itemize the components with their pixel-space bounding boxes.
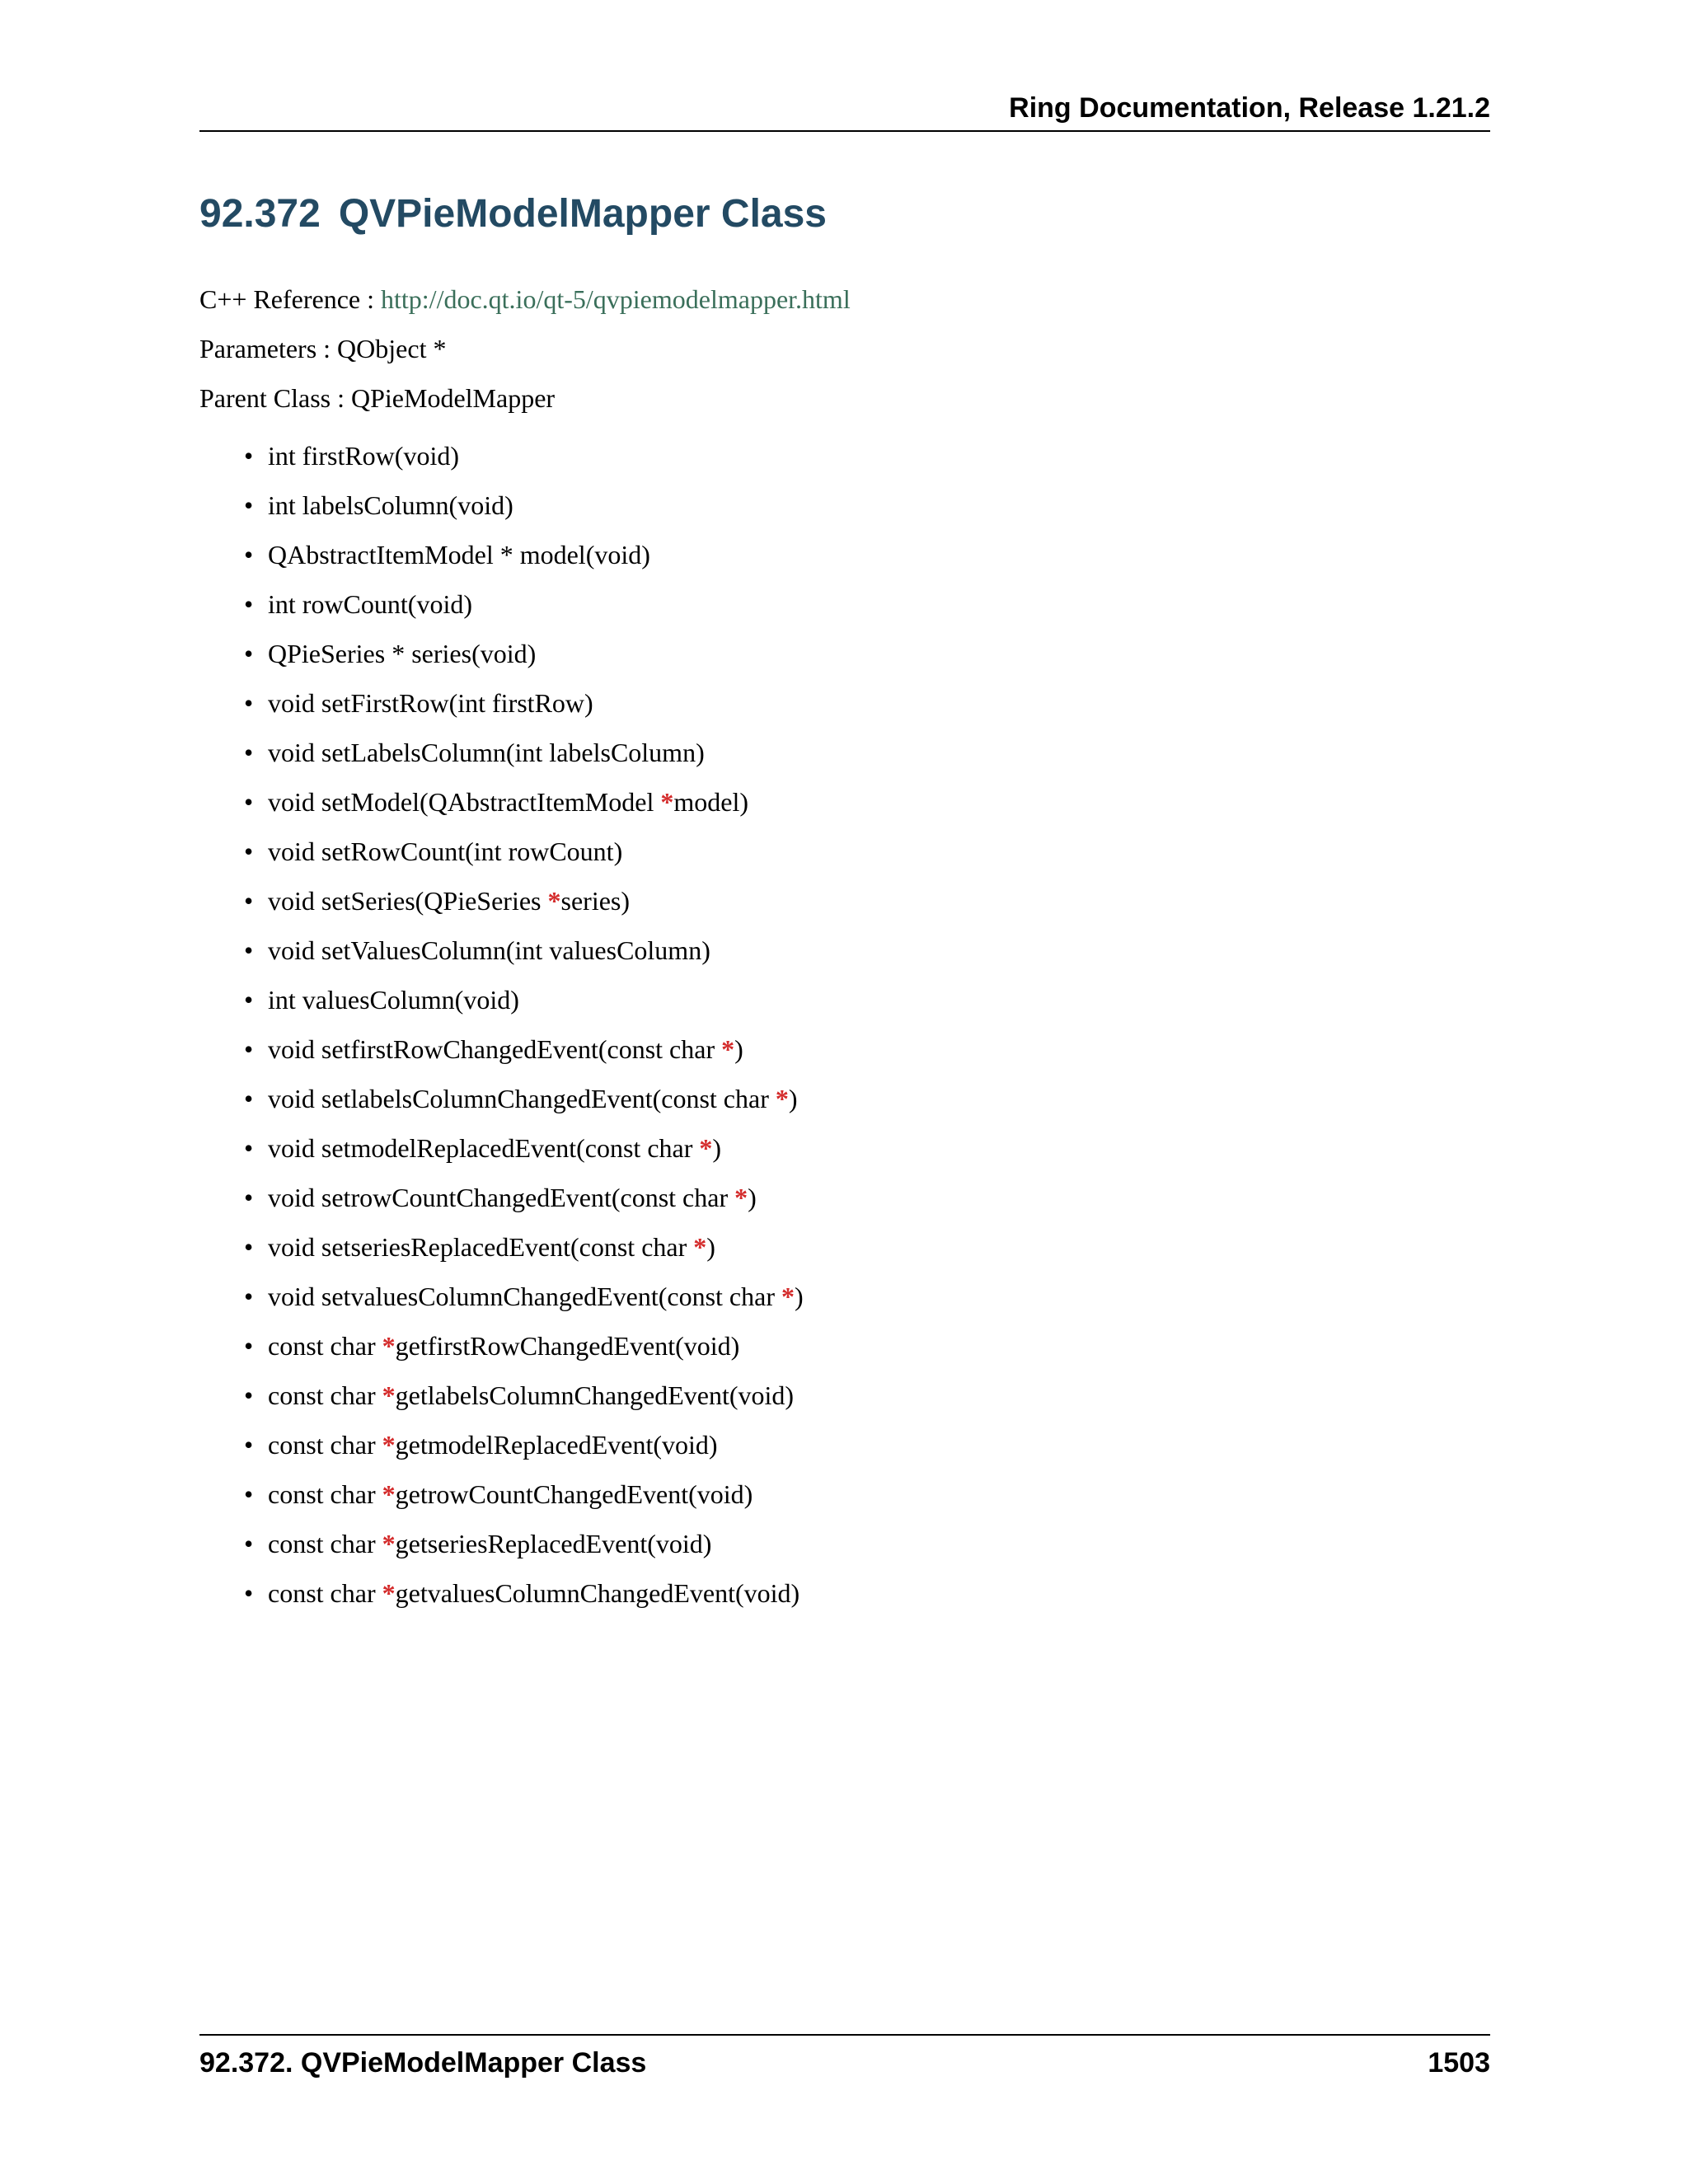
footer-section: 92.372. QVPieModelMapper Class [199, 2047, 647, 2079]
bullet-icon: • [244, 540, 254, 569]
bullet-icon: • [244, 441, 254, 471]
method-signature: QPieSeries * series(void) [268, 639, 537, 668]
bullet-icon: • [244, 1183, 254, 1212]
asterisk-mark: * [382, 1380, 396, 1410]
method-item [244, 1173, 804, 1222]
bullet-icon: • [244, 1331, 254, 1361]
method-item [244, 975, 804, 1024]
parameters-line [199, 334, 446, 364]
asterisk-mark: * [734, 1183, 748, 1212]
parent-class-label: Parent Class : [199, 383, 345, 413]
method-signature: const char *getmodelReplacedEvent(void) [268, 1430, 718, 1460]
page-header [199, 89, 1490, 132]
asterisk-mark: * [382, 1578, 396, 1608]
method-item [244, 1371, 804, 1420]
bullet-icon: • [244, 1578, 254, 1608]
method-item [244, 728, 804, 777]
bullet-icon: • [244, 1084, 254, 1113]
parameters-value: QObject * [337, 334, 447, 363]
method-item [244, 1123, 804, 1173]
parent-class-line [199, 383, 555, 414]
method-signature: void setrowCountChangedEvent(const char *) [268, 1183, 757, 1212]
method-item [244, 1469, 804, 1519]
method-signature: int labelsColumn(void) [268, 490, 513, 520]
method-signature: int valuesColumn(void) [268, 985, 519, 1015]
method-item [244, 530, 804, 579]
bullet-icon: • [244, 738, 254, 767]
bullet-icon: • [244, 1133, 254, 1163]
method-signature: void setlabelsColumnChangedEvent(const char *) [268, 1084, 798, 1113]
method-item [244, 827, 804, 876]
bullet-icon: • [244, 935, 254, 965]
method-signature: void setSeries(QPieSeries *series) [268, 886, 631, 916]
method-signature: void setvaluesColumnChangedEvent(const char *) [268, 1282, 804, 1311]
asterisk-mark: * [699, 1133, 713, 1163]
method-item [244, 1222, 804, 1272]
asterisk-mark: * [693, 1232, 707, 1262]
method-item [244, 431, 804, 480]
cpp-reference-link[interactable]: http://doc.qt.io/qt-5/qvpiemodelmapper.html [381, 284, 851, 314]
parameters-label: Parameters : [199, 334, 331, 363]
cpp-reference-line [199, 284, 851, 315]
method-signature: int rowCount(void) [268, 589, 472, 619]
bullet-icon: • [244, 1529, 254, 1558]
method-item [244, 579, 804, 629]
method-item [244, 480, 804, 530]
bullet-icon: • [244, 490, 254, 520]
method-item [244, 1519, 804, 1568]
asterisk-mark: * [382, 1529, 396, 1558]
section-number: 92.372 [199, 192, 321, 236]
bullet-icon: • [244, 886, 254, 916]
method-signature: const char *getrowCountChangedEvent(void) [268, 1479, 753, 1509]
asterisk-mark: * [382, 1479, 396, 1509]
bullet-icon: • [244, 1282, 254, 1311]
method-item [244, 1024, 804, 1074]
bullet-icon: • [244, 1034, 254, 1064]
asterisk-mark: * [547, 886, 561, 916]
method-signature: void setRowCount(int rowCount) [268, 837, 623, 866]
method-signature: const char *getvaluesColumnChangedEvent(void) [268, 1578, 800, 1608]
asterisk-mark: * [382, 1331, 396, 1361]
asterisk-mark: * [781, 1282, 795, 1311]
asterisk-mark: * [775, 1084, 789, 1113]
page-number: 1503 [1428, 2047, 1490, 2079]
method-item [244, 926, 804, 975]
method-signature: void setValuesColumn(int valuesColumn) [268, 935, 710, 965]
method-item [244, 1321, 804, 1371]
header-title: Ring Documentation, Release 1.21.2 [1009, 92, 1490, 124]
method-item [244, 777, 804, 827]
method-signature: QAbstractItemModel * model(void) [268, 540, 650, 569]
asterisk-mark: * [721, 1034, 735, 1064]
method-signature: const char *getfirstRowChangedEvent(void) [268, 1331, 740, 1361]
method-item [244, 1074, 804, 1123]
bullet-icon: • [244, 787, 254, 817]
method-item [244, 678, 804, 728]
bullet-icon: • [244, 589, 254, 619]
section-title [199, 191, 827, 237]
method-signature: void setFirstRow(int firstRow) [268, 688, 593, 718]
method-signature: void setseriesReplacedEvent(const char *) [268, 1232, 715, 1262]
bullet-icon: • [244, 1380, 254, 1410]
method-item [244, 1420, 804, 1469]
method-item [244, 629, 804, 678]
bullet-icon: • [244, 639, 254, 668]
method-signature: const char *getseriesReplacedEvent(void) [268, 1529, 712, 1558]
method-list [244, 431, 804, 1618]
method-item [244, 876, 804, 926]
bullet-icon: • [244, 985, 254, 1015]
page-footer [199, 2034, 1490, 2085]
bullet-icon: • [244, 688, 254, 718]
cpp-reference-label: C++ Reference : [199, 284, 374, 314]
asterisk-mark: * [382, 1430, 396, 1460]
method-signature: void setfirstRowChangedEvent(const char *) [268, 1034, 743, 1064]
asterisk-mark: * [660, 787, 674, 817]
method-item [244, 1272, 804, 1321]
method-item [244, 1568, 804, 1618]
bullet-icon: • [244, 837, 254, 866]
method-signature: void setLabelsColumn(int labelsColumn) [268, 738, 705, 767]
bullet-icon: • [244, 1479, 254, 1509]
method-signature: int firstRow(void) [268, 441, 459, 471]
bullet-icon: • [244, 1232, 254, 1262]
bullet-icon: • [244, 1430, 254, 1460]
parent-class-value: QPieModelMapper [350, 383, 556, 413]
method-signature: void setmodelReplacedEvent(const char *) [268, 1133, 722, 1163]
section-title-text: QVPieModelMapper Class [338, 192, 827, 236]
method-signature: const char *getlabelsColumnChangedEvent(void) [268, 1380, 795, 1410]
method-signature: void setModel(QAbstractItemModel *model) [268, 787, 748, 817]
